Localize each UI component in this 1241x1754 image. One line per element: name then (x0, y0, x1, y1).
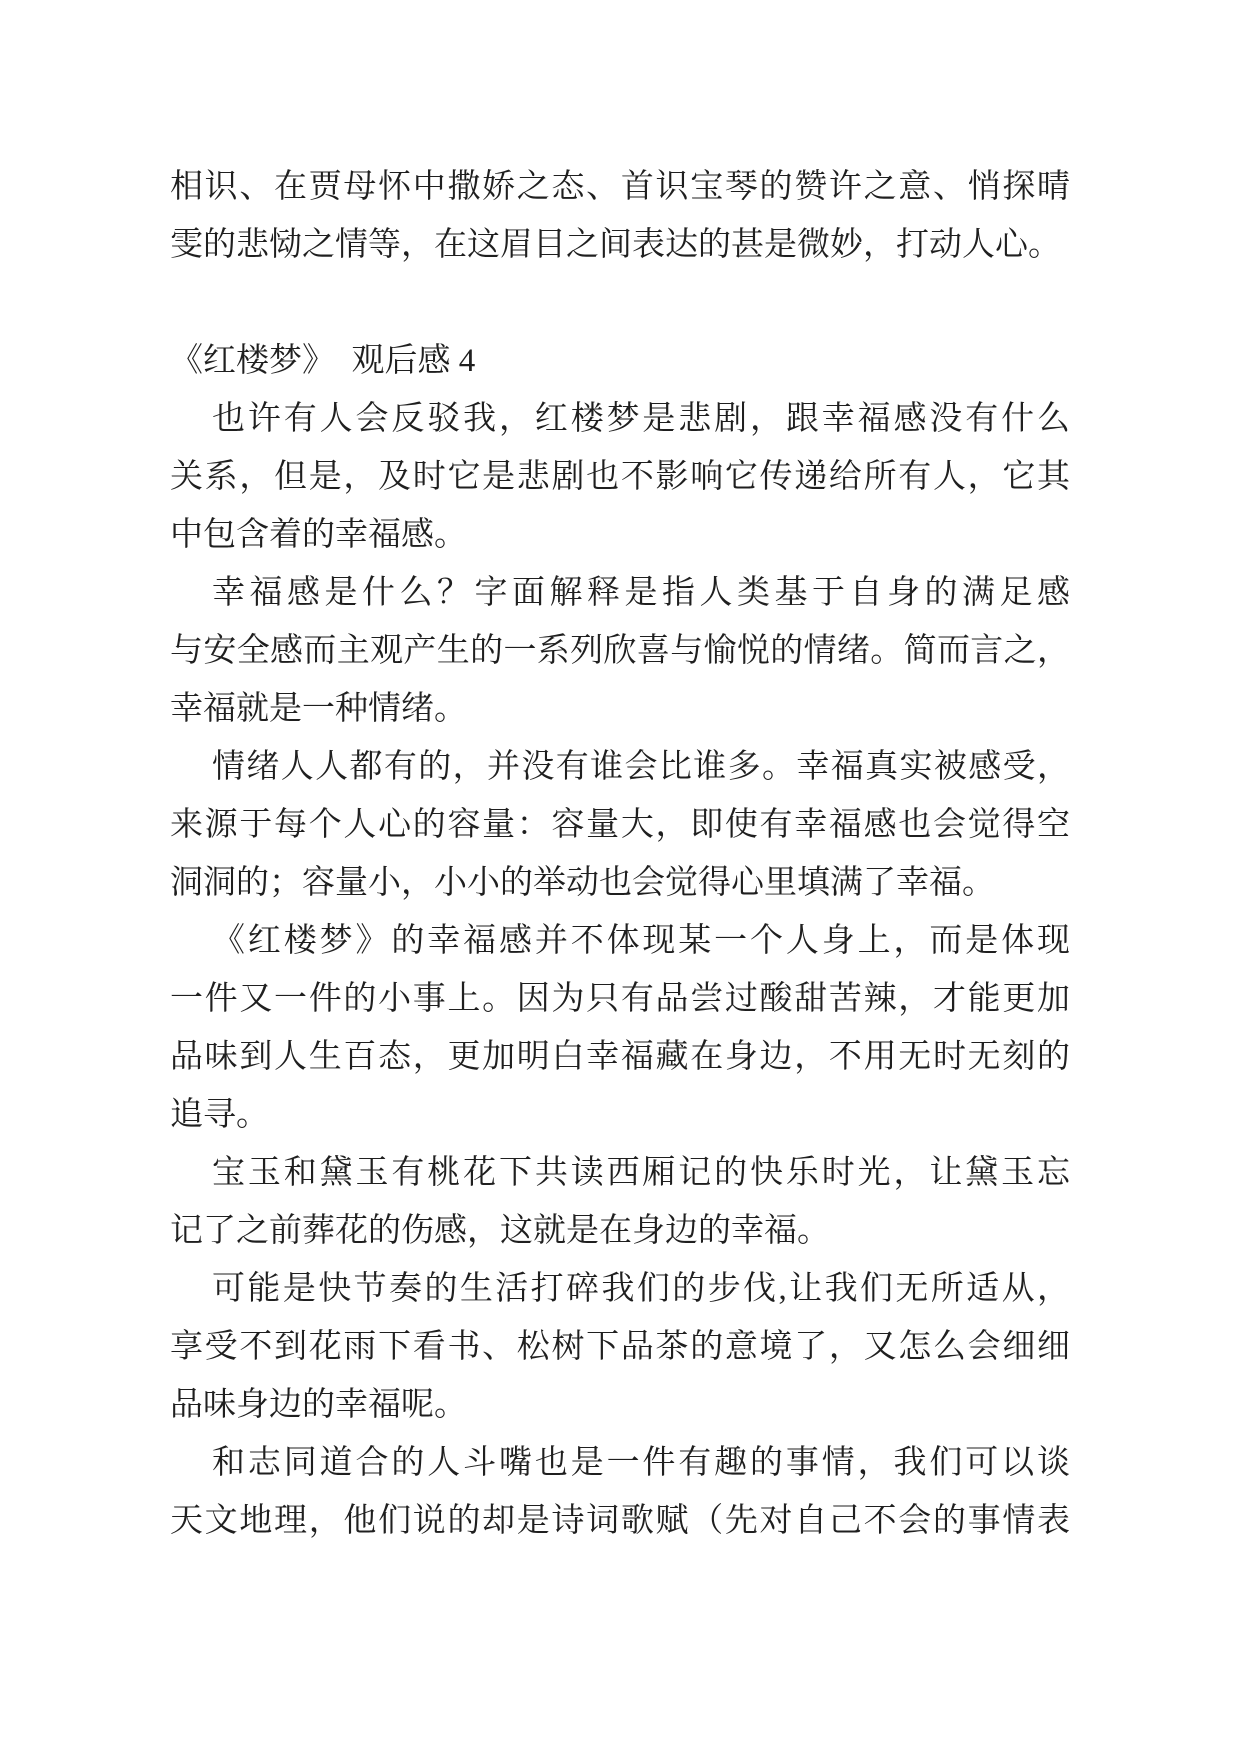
text-line: 可能是快节奏的生活打碎我们的步伐,让我们无所适从， (212, 1271, 1070, 1307)
text-line: 记了之前葬花的伤感，这就是在身边的幸福。 (170, 1213, 830, 1249)
text-line: 关系，但是，及时它是悲剧也不影响它传递给所有人，它其 (170, 459, 1070, 495)
text-line: 洞洞的；容量小，小小的举动也会觉得心里填满了幸福。 (170, 865, 995, 901)
essay-text-column (170, 158, 1070, 1550)
essay-title: 《红楼梦》 观后感 4 (170, 343, 476, 379)
blank-line (170, 274, 1070, 332)
text-line: 享受不到花雨下看书、松树下品茶的意境了，又怎么会细细 (170, 1329, 1070, 1365)
text-line: 品味到人生百态，更加明白幸福藏在身边，不用无时无刻的 (170, 1039, 1070, 1075)
text-line: 一件又一件的小事上。因为只有品尝过酸甜苦辣，才能更加 (170, 981, 1070, 1017)
text-line: 来源于每个人心的容量：容量大，即使有幸福感也会觉得空 (170, 807, 1070, 843)
text-line: 雯的悲恸之情等，在这眉目之间表达的甚是微妙，打动人心。 (170, 227, 1061, 263)
text-line: 品味身边的幸福呢。 (170, 1387, 467, 1423)
text-line: 天文地理，他们说的却是诗词歌赋（先对自己不会的事情表 (170, 1503, 1070, 1539)
text-line: 幸福就是一种情绪。 (170, 691, 467, 727)
text-line: 幸福感是什么？字面解释是指人类基于自身的满足感 (212, 575, 1070, 611)
text-line: 与安全感而主观产生的一系列欣喜与愉悦的情绪。简而言之， (170, 633, 1070, 669)
text-line: 和志同道合的人斗嘴也是一件有趣的事情，我们可以谈 (212, 1445, 1070, 1481)
text-line: 追寻。 (170, 1097, 269, 1133)
text-line: 相识、在贾母怀中撒娇之态、首识宝琴的赞许之意、悄探晴 (170, 169, 1070, 205)
text-line: 中包含着的幸福感。 (170, 517, 467, 553)
text-line: 宝玉和黛玉有桃花下共读西厢记的快乐时光，让黛玉忘 (212, 1155, 1070, 1191)
text-line: 《红楼梦》的幸福感并不体现某一个人身上，而是体现 (212, 923, 1070, 959)
text-line: 情绪人人都有的，并没有谁会比谁多。幸福真实被感受， (212, 749, 1070, 785)
text-line: 也许有人会反驳我，红楼梦是悲剧，跟幸福感没有什么 (212, 401, 1070, 437)
